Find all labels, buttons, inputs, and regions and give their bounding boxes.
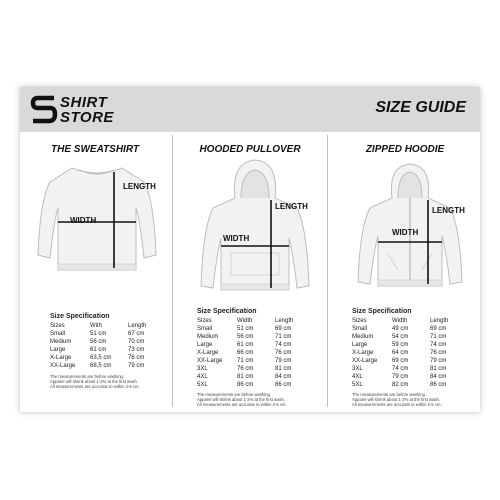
- table-header: Width: [392, 318, 408, 324]
- table-cell: 74 cm: [392, 366, 409, 372]
- table-cell: 74 cm: [430, 342, 447, 348]
- table-cell: 61 cm: [90, 347, 107, 353]
- brand-logo: [30, 95, 155, 127]
- product-title: THE SWEATSHIRT: [51, 144, 139, 155]
- table-cell: 68,5 cm: [90, 363, 112, 369]
- table-cell: 3XL: [352, 366, 363, 372]
- table-cell: 71 cm: [237, 358, 254, 364]
- table-row: [197, 349, 313, 357]
- spec-title: Size Specification: [197, 308, 257, 315]
- note-line: All measurements are accurate to within 2-5 cm.: [352, 402, 442, 407]
- table-header: Width: [237, 318, 253, 324]
- table-row: [197, 381, 313, 389]
- table-cell: 81 cm: [430, 366, 447, 372]
- brand-s-mark-icon: [30, 95, 58, 125]
- note-line: Apparel will shrink about 1-2% at the first wash.: [50, 379, 138, 384]
- table-cell: 81 cm: [237, 374, 254, 380]
- table-header: Length: [275, 318, 294, 324]
- table-cell: Medium: [197, 334, 219, 340]
- table-cell: 69 cm: [392, 358, 409, 364]
- table-cell: 4XL: [352, 374, 363, 380]
- table-cell: Large: [352, 342, 368, 348]
- table-header-row: [352, 317, 468, 325]
- table-row: [197, 341, 313, 349]
- spec-title: Size Specification: [352, 308, 412, 315]
- table-header: Sizes: [50, 323, 65, 329]
- width-label: WIDTH: [223, 234, 250, 243]
- table-header-row: [50, 322, 166, 330]
- table-cell: 71 cm: [275, 334, 292, 340]
- table-cell: X-Large: [50, 355, 72, 361]
- table-cell: 86 cm: [430, 382, 447, 388]
- table-row: [197, 357, 313, 365]
- column-divider: [172, 135, 173, 407]
- table-cell: 59 cm: [392, 342, 409, 348]
- table-row: [50, 330, 166, 338]
- table-cell: 69 cm: [275, 326, 292, 332]
- size-spec-table: [352, 308, 468, 389]
- table-row: [352, 381, 468, 389]
- length-label: LENGTH: [123, 182, 156, 191]
- width-label: WIDTH: [70, 216, 97, 225]
- table-cell: 84 cm: [275, 374, 292, 380]
- table-cell: 51 cm: [237, 326, 254, 332]
- table-cell: 79 cm: [275, 358, 292, 364]
- size-spec-table: [197, 308, 313, 389]
- table-cell: 56 cm: [237, 334, 254, 340]
- size-spec-table: [50, 313, 166, 370]
- table-row: [197, 373, 313, 381]
- product-title: ZIPPED HOODIE: [365, 144, 445, 155]
- product-column-zipped-hoodie: [330, 132, 480, 412]
- table-cell: 56 cm: [90, 339, 107, 345]
- table-cell: Large: [50, 347, 66, 353]
- table-cell: 69 cm: [430, 326, 447, 332]
- table-row: [197, 333, 313, 341]
- table-cell: 84 cm: [430, 374, 447, 380]
- note-line: All measurements are accurate to within 2-5 cm.: [197, 402, 287, 407]
- table-cell: 66 cm: [237, 350, 254, 356]
- table-header-row: [197, 317, 313, 325]
- table-row: [50, 354, 166, 362]
- table-cell: 63,5 cm: [90, 355, 112, 361]
- table-header: Length: [128, 323, 147, 329]
- spec-title: Size Specification: [50, 313, 110, 320]
- table-header: Sizes: [352, 318, 367, 324]
- table-cell: XX-Large: [50, 363, 76, 369]
- header-bar: [20, 87, 480, 132]
- table-cell: Medium: [352, 334, 374, 340]
- table-cell: 51 cm: [90, 331, 107, 337]
- table-cell: 76 cm: [128, 355, 145, 361]
- table-cell: 79 cm: [430, 358, 447, 364]
- measurement-note: [197, 392, 287, 407]
- column-divider: [327, 135, 328, 407]
- table-cell: XX-Large: [197, 358, 223, 364]
- table-cell: XX-Large: [352, 358, 378, 364]
- table-header: Length: [430, 318, 449, 324]
- size-guide-sheet: [20, 87, 480, 412]
- measurement-note: [352, 392, 442, 407]
- table-cell: 76 cm: [237, 366, 254, 372]
- note-line: The measurements are before washing.: [197, 392, 272, 397]
- brand-line-2: STORE: [60, 109, 114, 126]
- table-cell: X-Large: [352, 350, 374, 356]
- table-cell: Small: [50, 331, 66, 337]
- table-row: [352, 373, 468, 381]
- note-line: All measurements are accurate to within 2-5 cm.: [50, 384, 140, 389]
- table-cell: Large: [197, 342, 213, 348]
- table-row: [352, 333, 468, 341]
- table-row: [50, 362, 166, 370]
- table-row: [352, 349, 468, 357]
- brand-wordmark: [60, 95, 114, 125]
- page-title: SIZE GUIDE: [375, 99, 466, 116]
- product-column-sweatshirt: [20, 132, 170, 412]
- table-cell: X-Large: [197, 350, 219, 356]
- table-cell: 71 cm: [430, 334, 447, 340]
- table-row: [352, 341, 468, 349]
- table-cell: 82 cm: [392, 382, 409, 388]
- table-cell: 81 cm: [275, 366, 292, 372]
- table-cell: 4XL: [197, 374, 208, 380]
- table-cell: 79 cm: [392, 374, 409, 380]
- table-cell: 86 cm: [237, 382, 254, 388]
- table-row: [197, 365, 313, 373]
- table-cell: 64 cm: [392, 350, 409, 356]
- table-cell: Medium: [50, 339, 72, 345]
- length-label: LENGTH: [432, 206, 465, 215]
- brand-line-1: SHIRT: [60, 94, 108, 111]
- table-cell: 5XL: [197, 382, 208, 388]
- table-row: [50, 346, 166, 354]
- table-cell: 5XL: [352, 382, 363, 388]
- length-label: LENGTH: [275, 202, 308, 211]
- note-line: Apparel will shrink about 1-2% at the first wash.: [352, 397, 440, 402]
- note-line: The measurements are before washing.: [50, 374, 125, 379]
- table-cell: 67 cm: [128, 331, 145, 337]
- table-row: [197, 325, 313, 333]
- table-header: With: [90, 323, 102, 329]
- note-line: The measurements are before washing.: [352, 392, 427, 397]
- table-row: [352, 365, 468, 373]
- table-cell: 76 cm: [275, 350, 292, 356]
- product-title: HOODED PULLOVER: [199, 144, 301, 155]
- table-row: [50, 338, 166, 346]
- table-cell: 79 cm: [128, 363, 145, 369]
- table-cell: 74 cm: [275, 342, 292, 348]
- measurement-note: [50, 374, 140, 389]
- table-cell: 61 cm: [237, 342, 254, 348]
- table-row: [352, 357, 468, 365]
- table-row: [352, 325, 468, 333]
- table-cell: 86 cm: [275, 382, 292, 388]
- table-cell: 49 cm: [392, 326, 409, 332]
- product-column-hooded-pullover: [175, 132, 325, 412]
- note-line: Apparel will shrink about 1-2% at the first wash.: [197, 397, 285, 402]
- table-header: Sizes: [197, 318, 212, 324]
- table-cell: 54 cm: [392, 334, 409, 340]
- hooded-pullover-illustration: [195, 158, 315, 300]
- table-cell: 76 cm: [430, 350, 447, 356]
- width-label: WIDTH: [392, 228, 419, 237]
- table-cell: 70 cm: [128, 339, 145, 345]
- table-cell: 3XL: [197, 366, 208, 372]
- table-cell: 73 cm: [128, 347, 145, 353]
- sweatshirt-illustration: [32, 160, 162, 290]
- table-cell: Small: [352, 326, 368, 332]
- table-cell: Small: [197, 326, 213, 332]
